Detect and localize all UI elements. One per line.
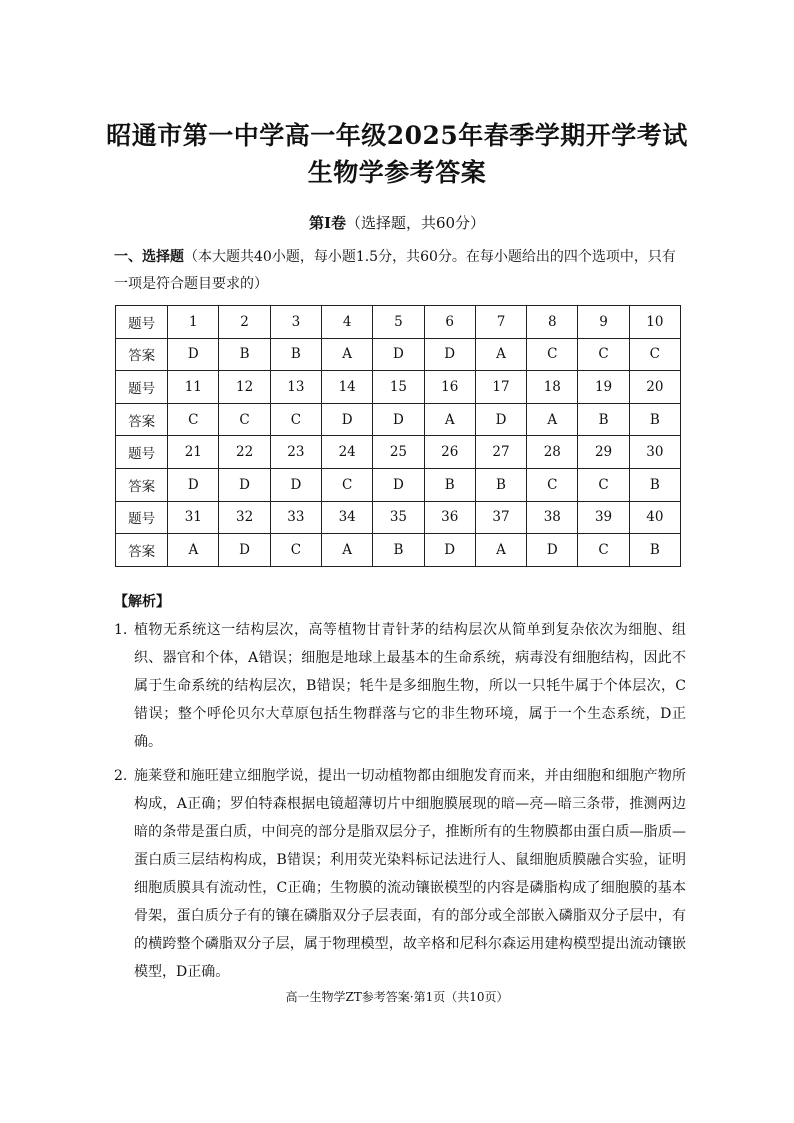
question-number-cell: 18 [527,371,578,404]
question-intro-bold: 一、选择题 [114,249,184,265]
answer-letter-cell: D [270,468,321,501]
page-subtitle: 生物学参考答案 [307,158,487,187]
question-number-cell: 36 [424,501,475,534]
answer-letter-cell: D [424,534,475,567]
answer-letter-cell: C [168,403,219,436]
answer-letter-cell: D [168,468,219,501]
question-number-cell: 33 [270,501,321,534]
question-number-cell: 31 [168,501,219,534]
question-number-cell: 5 [373,306,424,339]
question-number-cell: 14 [322,371,373,404]
answer-letter-cell: B [629,468,680,501]
question-number-cell: 26 [424,436,475,469]
question-number-cell: 6 [424,306,475,339]
answer-letter-cell: C [578,468,629,501]
answer-row [116,403,681,436]
question-number-cell: 3 [270,306,321,339]
question-number-cell: 30 [629,436,680,469]
answer-letter-cell: B [629,403,680,436]
question-number-cell: 39 [578,501,629,534]
answer-table [115,305,681,567]
question-number-cell: 22 [219,436,270,469]
question-number-cell: 10 [629,306,680,339]
page-title: 昭通市第一中学高一年级2025年春季学期开学考试 [106,121,688,150]
question-number-cell: 8 [527,306,578,339]
question-number-cell: 27 [475,436,526,469]
answer-letter-cell: A [168,534,219,567]
answer-letter-cell: D [373,403,424,436]
question-label-cell: 题号 [116,371,168,404]
question-number-cell: 16 [424,371,475,404]
question-number-cell: 38 [527,501,578,534]
answer-letter-cell: D [475,403,526,436]
question-number-row [116,436,681,469]
question-number-cell: 13 [270,371,321,404]
question-number-cell: 12 [219,371,270,404]
question-label-cell: 题号 [116,306,168,339]
answer-letter-cell: A [475,534,526,567]
question-number-cell: 19 [578,371,629,404]
answer-letter-cell: D [527,534,578,567]
answer-row [116,338,681,371]
answer-letter-cell: A [527,403,578,436]
answer-letter-cell: D [373,338,424,371]
answer-letter-cell: A [475,338,526,371]
analysis-item-text: 施莱登和施旺建立细胞学说，提出一切动植物都由细胞发育而来，并由细胞和细胞产物所构成，A正确；罗伯特森根据电镜超薄切片中细胞膜展现的暗—亮—暗三条带，推测两边暗的条带是蛋白质，中间亮的部分是脂双层分子，推断所有的生物膜都由蛋白质—脂质—蛋白质三层结构构成，B错误；利用荧光染料标记法进行人、鼠细胞质膜融合实验，证明细胞质膜具有流动性，C正确；生物膜的流动镶嵌模型的内容是磷脂构成了细胞膜的基本骨架，蛋白质分子有的镶在磷脂双分子层表面，有的部分或全部嵌入磷脂双分子层中，有的横跨整个磷脂双分子层，属于物理模型，故辛格和尼科尔森运用建构模型提出流动镶嵌模型，D正确。 [134,768,686,980]
question-number-cell: 23 [270,436,321,469]
question-number-cell: 15 [373,371,424,404]
answer-label-cell: 答案 [116,468,168,501]
question-number-cell: 35 [373,501,424,534]
question-label-cell: 题号 [116,436,168,469]
answer-letter-cell: A [322,534,373,567]
answer-label-cell: 答案 [116,338,168,371]
question-number-cell: 1 [168,306,219,339]
analysis-item [114,616,686,756]
analysis-item-number: 1. [114,622,128,638]
section-heading [0,212,794,233]
question-number-cell: 11 [168,371,219,404]
question-number-cell: 24 [322,436,373,469]
answer-letter-cell: C [527,468,578,501]
question-number-cell: 37 [475,501,526,534]
answer-letter-cell: D [373,468,424,501]
question-number-cell: 21 [168,436,219,469]
analysis-item [114,762,686,986]
answer-letter-cell: B [219,338,270,371]
answer-letter-cell: C [270,403,321,436]
question-number-cell: 34 [322,501,373,534]
analysis-item-number: 2. [114,768,128,784]
answer-label-cell: 答案 [116,403,168,436]
question-intro-rest: （本大题共40小题，每小题1.5分，共60分。在每小题给出的四个选项中，只有一项是符合题目要求的） [114,249,676,292]
answer-letter-cell: D [219,534,270,567]
question-number-cell: 29 [578,436,629,469]
answer-letter-cell: C [527,338,578,371]
question-number-row [116,306,681,339]
question-number-cell: 25 [373,436,424,469]
question-label-cell: 题号 [116,501,168,534]
question-number-row [116,371,681,404]
answer-letter-cell: C [270,534,321,567]
answer-letter-cell: C [219,403,270,436]
answer-letter-cell: B [475,468,526,501]
question-number-cell: 20 [629,371,680,404]
answer-letter-cell: D [168,338,219,371]
answer-letter-cell: D [424,338,475,371]
question-intro [114,244,684,298]
answer-letter-cell: C [322,468,373,501]
answer-letter-cell: B [373,534,424,567]
answer-letter-cell: B [424,468,475,501]
answer-letter-cell: B [629,534,680,567]
question-number-cell: 28 [527,436,578,469]
question-number-cell: 40 [629,501,680,534]
answer-letter-cell: B [270,338,321,371]
page-footer: 高一生物学ZT参考答案·第1页（共10页） [285,990,509,1004]
question-number-cell: 17 [475,371,526,404]
answer-letter-cell: A [322,338,373,371]
section-heading-rest: （选择题，共60分） [345,214,486,232]
question-number-cell: 9 [578,306,629,339]
analysis-heading: 【解析】 [114,594,170,610]
answer-letter-cell: B [578,403,629,436]
answer-label-cell: 答案 [116,534,168,567]
answer-letter-cell: D [219,468,270,501]
answer-letter-cell: D [322,403,373,436]
analysis-item-text: 植物无系统这一结构层次，高等植物甘青针茅的结构层次从简单到复杂依次为细胞、组织、器官和个体，A错误；细胞是地球上最基本的生命系统，病毒没有细胞结构，因此不属于生命系统的结构层次，B错误；牦牛是多细胞生物，所以一只牦牛属于个体层次，C错误；整个呼伦贝尔大草原包括生物群落与它的非生物环境，属于一个生态系统，D正确。 [134,622,686,750]
answer-letter-cell: C [578,534,629,567]
question-number-cell: 7 [475,306,526,339]
answer-row [116,534,681,567]
question-number-cell: 2 [219,306,270,339]
question-number-row [116,501,681,534]
answer-row [116,468,681,501]
question-number-cell: 32 [219,501,270,534]
section-heading-bold: 第Ⅰ卷 [308,214,346,232]
answer-letter-cell: C [629,338,680,371]
answer-letter-cell: A [424,403,475,436]
question-number-cell: 4 [322,306,373,339]
answer-letter-cell: C [578,338,629,371]
